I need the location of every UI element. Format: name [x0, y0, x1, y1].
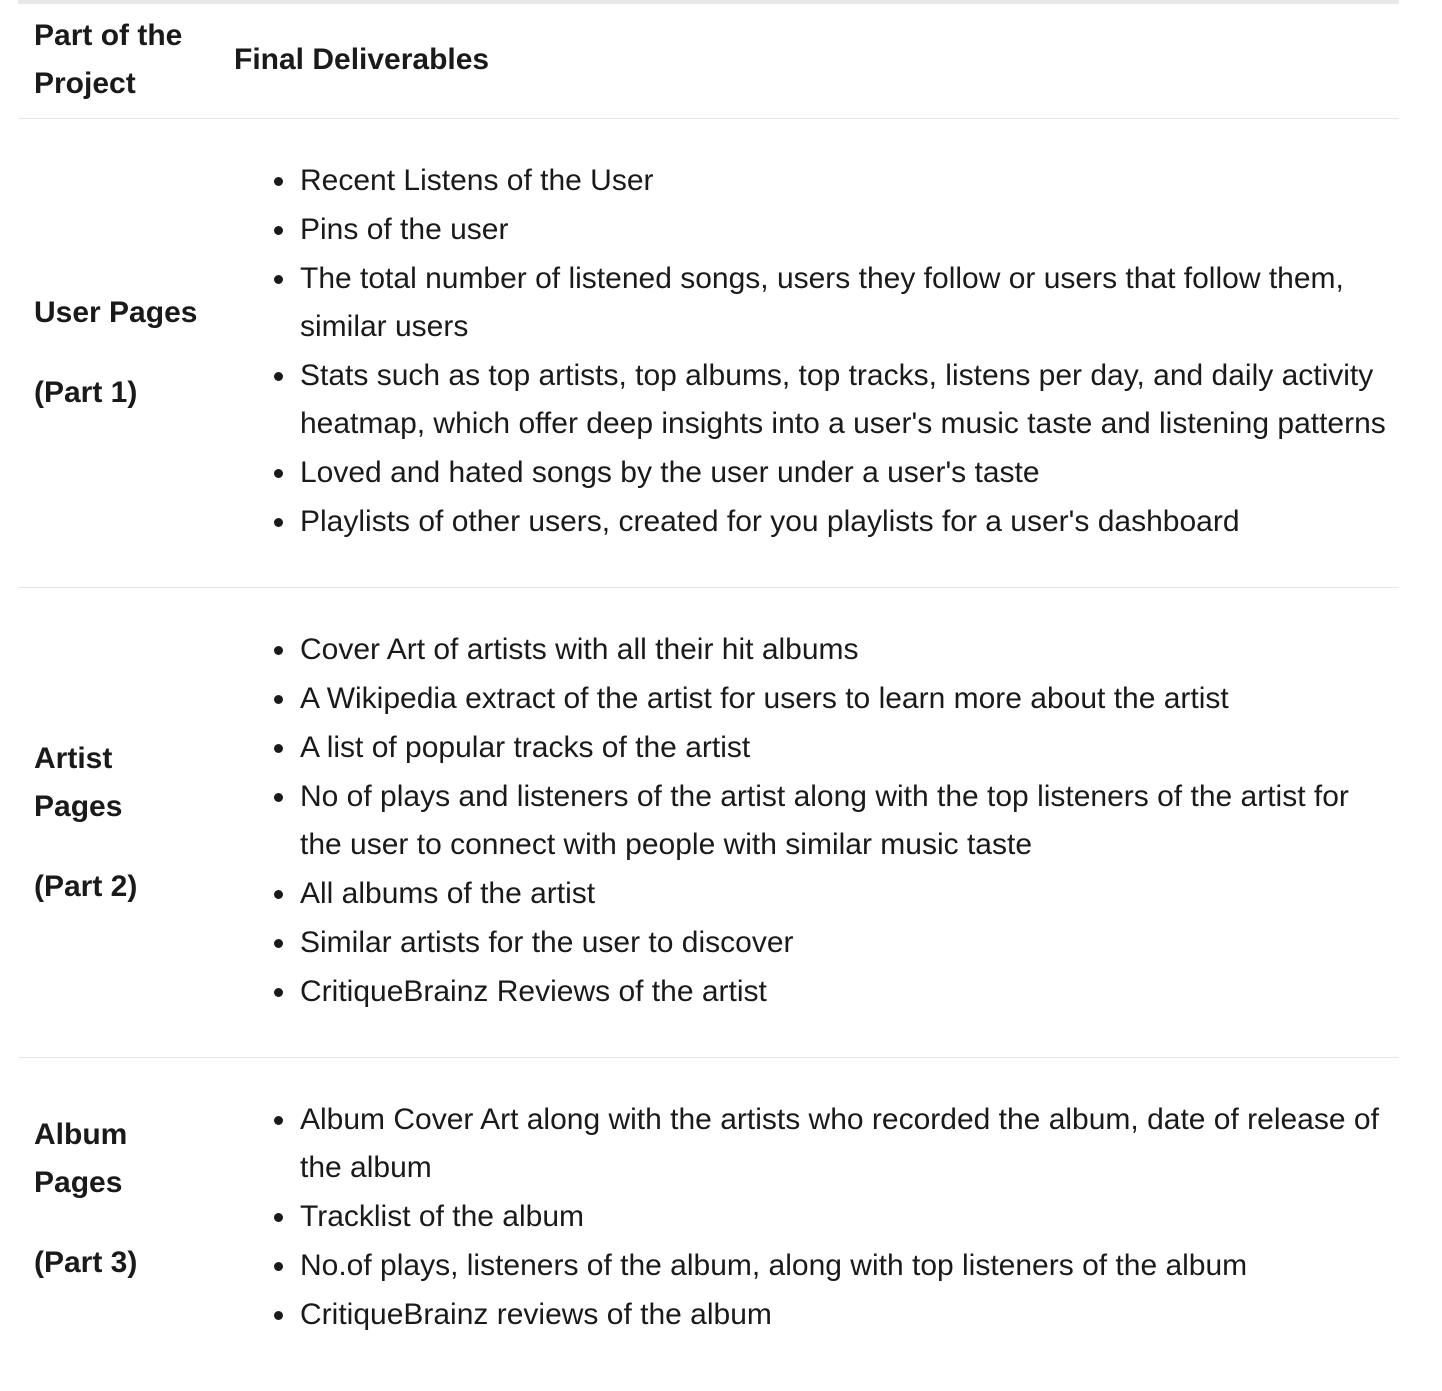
table-row-artist-pages	[18, 588, 1399, 1058]
part-cell-album-pages	[18, 1058, 218, 1341]
list-item: • Recent Listens of the User	[298, 157, 1391, 205]
list-item: • Loved and hated songs by the user under a user's taste	[298, 449, 1391, 497]
deliverables-table-container	[18, 0, 1399, 1340]
list-item: • CritiqueBrainz Reviews of the artist	[298, 968, 1391, 1016]
part-name: User Pages	[34, 296, 198, 329]
list-item: • Similar artists for the user to discover	[298, 919, 1391, 967]
deliverables-cell-user-pages	[218, 119, 1399, 588]
part-name: Album Pages	[34, 1118, 128, 1199]
header-part-of-project: Part of the Project	[18, 4, 218, 119]
list-item: • A list of popular tracks of the artist	[298, 724, 1391, 772]
table-row-user-pages	[18, 119, 1399, 588]
part-cell-artist-pages	[18, 588, 218, 1058]
list-item: • No.of plays, listeners of the album, along with top listeners of the album	[298, 1242, 1391, 1290]
deliverables-cell-artist-pages	[218, 588, 1399, 1058]
part-cell-user-pages	[18, 119, 218, 588]
list-item: • Album Cover Art along with the artists who recorded the album, date of release of the album	[298, 1096, 1391, 1192]
part-number: (Part 1)	[34, 376, 138, 409]
deliverables-list	[234, 157, 1391, 546]
list-item: • All albums of the artist	[298, 870, 1391, 918]
list-item: • Cover Art of artists with all their hit albums	[298, 626, 1391, 674]
deliverables-list	[234, 626, 1391, 1016]
part-number: (Part 3)	[34, 1246, 138, 1279]
list-item: • Stats such as top artists, top albums, top tracks, listens per day, and daily activity heatmap, which offer deep insights into a user's music taste and listening patterns	[298, 352, 1391, 448]
list-item: • No of plays and listeners of the artist along with the top listeners of the artist for the user to connect with people with similar music taste	[298, 773, 1391, 869]
table-row-album-pages	[18, 1058, 1399, 1341]
table-header-row	[18, 4, 1399, 119]
list-item: • Pins of the user	[298, 206, 1391, 254]
header-final-deliverables: Final Deliverables	[218, 4, 1399, 119]
deliverables-table	[18, 4, 1399, 1340]
part-name: Artist Pages	[34, 741, 123, 823]
list-item: • CritiqueBrainz reviews of the album	[298, 1291, 1391, 1339]
deliverables-cell-album-pages	[218, 1058, 1399, 1341]
list-item: • Tracklist of the album	[298, 1193, 1391, 1241]
part-number: (Part 2)	[34, 869, 138, 903]
list-item: • The total number of listened songs, users they follow or users that follow them, similar users	[298, 255, 1391, 351]
list-item: • Playlists of other users, created for you playlists for a user's dashboard	[298, 498, 1391, 546]
list-item: • A Wikipedia extract of the artist for users to learn more about the artist	[298, 675, 1391, 723]
deliverables-list	[234, 1096, 1391, 1339]
